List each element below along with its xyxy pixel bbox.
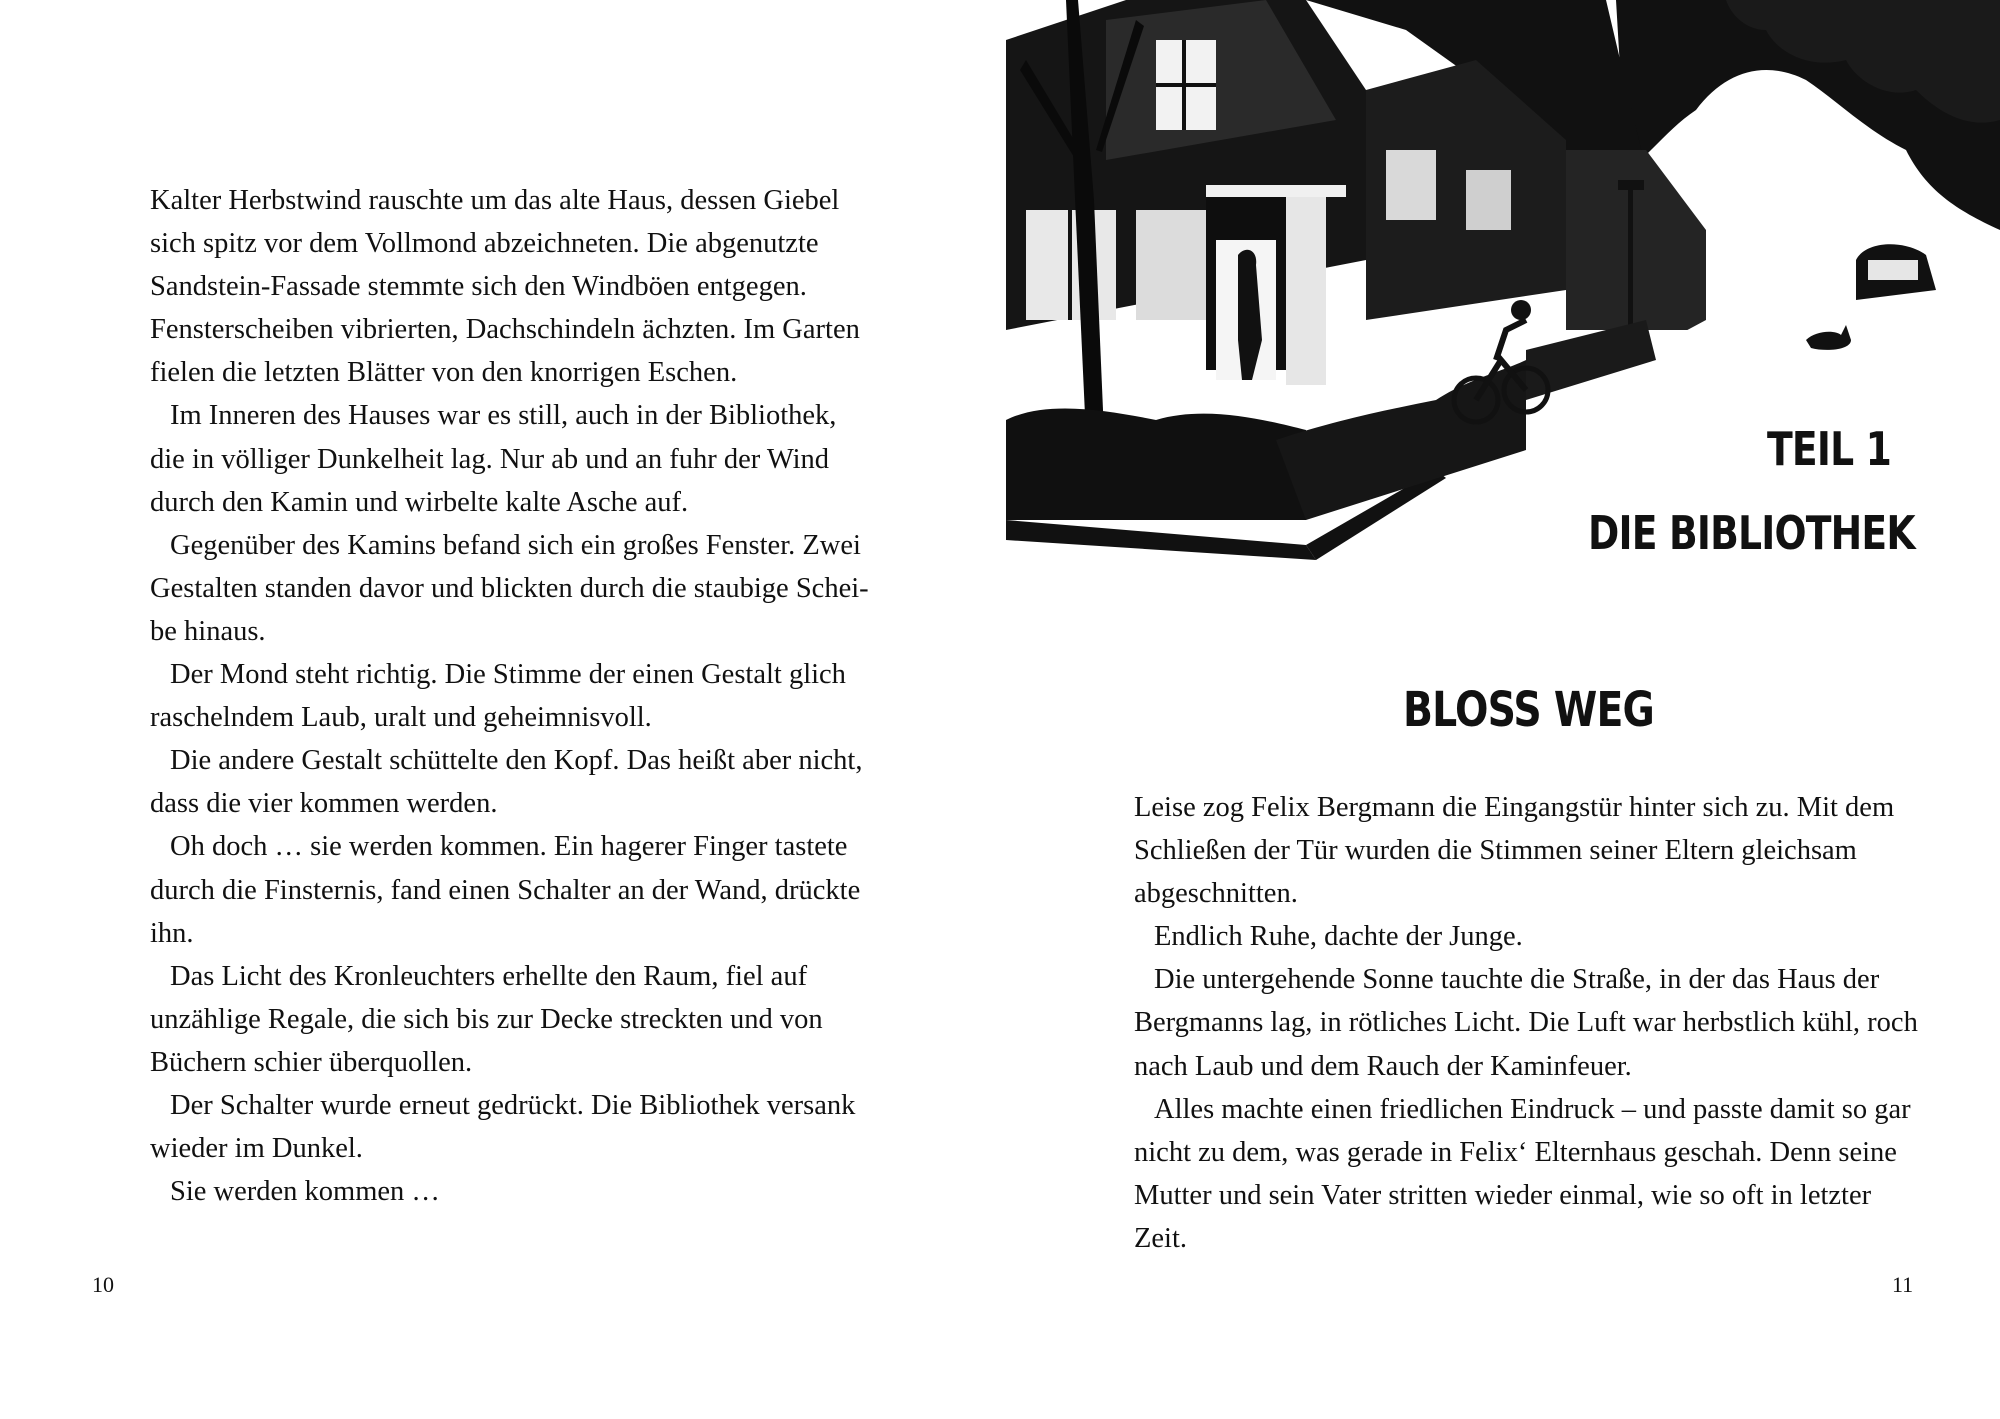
text-line: Endlich Ruhe, dachte der Junge. [1154,921,1523,953]
text-line: Gestalten standen davor und blickten durch die staubige Schei- [150,572,869,604]
text-line: Der Schalter wurde erneut gedrückt. Die Bibliothek versank [170,1089,856,1121]
text-line: dass die vier kommen werden. [150,788,498,820]
text-line: Alles machte einen friedlichen Eindruck – und passte damit so gar [1154,1093,1911,1125]
text-line: wieder im Dunkel. [150,1133,363,1165]
text-line: unzählige Regale, die sich bis zur Decke streckten und von [150,1003,823,1035]
text-line: Gegenüber des Kamins befand sich ein großes Fenster. Zwei [170,529,861,561]
text-line: durch den Kamin und wirbelte kalte Asche auf. [150,486,689,518]
text-line: Zeit. [1134,1222,1188,1254]
left-page-text [150,179,880,1213]
text-line: Der Mond steht richtig. Die Stimme der einen Gestalt glich [170,659,846,691]
text-line: Sandstein-Fassade stemmte sich den Windböen entgegen. [150,271,807,303]
text-line: be hinaus. [150,615,266,647]
part-number-heading: TEIL 1 [1767,422,1892,476]
page-number-right: 11 [1892,1272,1914,1297]
text-line: durch die Finsternis, fand einen Schalter an der Wand, drückte [150,874,861,906]
text-line: Schließen der Tür wurden die Stimmen seiner Eltern gleichsam [1134,835,1857,867]
chapter-title: BLOSS WEG [1403,682,1654,738]
text-line: raschelndem Laub, uralt und geheimnisvoll. [150,702,652,734]
text-line: fielen die letzten Blätter von den knorrigen Eschen. [150,357,738,389]
page-number-left: 10 [92,1272,114,1297]
text-line: Im Inneren des Hauses war es still, auch in der Bibliothek, [170,400,837,432]
text-line: die in völliger Dunkelheit lag. Nur ab und an fuhr der Wind [150,443,829,475]
text-line: Das Licht des Kronleuchters erhellte den Raum, fiel auf [170,960,808,992]
text-line: Oh doch … sie werden kommen. Ein hagerer Finger tastete [170,831,848,863]
text-line: Büchern schier überquollen. [150,1046,473,1078]
text-line: Kalter Herbstwind rauschte um das alte Haus, dessen Giebel [150,185,840,216]
text-line: Bergmanns lag, in rötliches Licht. Die Luft war herbstlich kühl, roch [1134,1007,1918,1039]
text-line: Sie werden kommen … [170,1176,440,1208]
text-line: sich spitz vor dem Vollmond abzeichneten. Die abgenutzte [150,228,819,260]
text-line: Fensterscheiben vibrierten, Dachschindeln ächzten. Im Garten [150,314,860,346]
text-line: Die untergehende Sonne tauchte die Straße, in der das Haus der [1154,964,1880,996]
text-line: Leise zog Felix Bergmann die Eingangstür hinter sich zu. Mit dem [1134,792,1895,823]
text-line: nach Laub und dem Rauch der Kaminfeuer. [1134,1050,1632,1082]
text-line: Mutter und sein Vater stritten wieder einmal, wie so oft in letzter [1134,1179,1872,1211]
part-title-heading: DIE BIBLIOTHEK [1588,506,1915,560]
text-line: nicht zu dem, was gerade in Felix‘ Elternhaus geschah. Denn seine [1134,1136,1897,1168]
right-page-text [1134,786,1918,1260]
text-line: ihn. [150,917,194,949]
text-line: Die andere Gestalt schüttelte den Kopf. Das heißt aber nicht, [170,745,863,777]
text-line: abgeschnitten. [1134,878,1298,910]
